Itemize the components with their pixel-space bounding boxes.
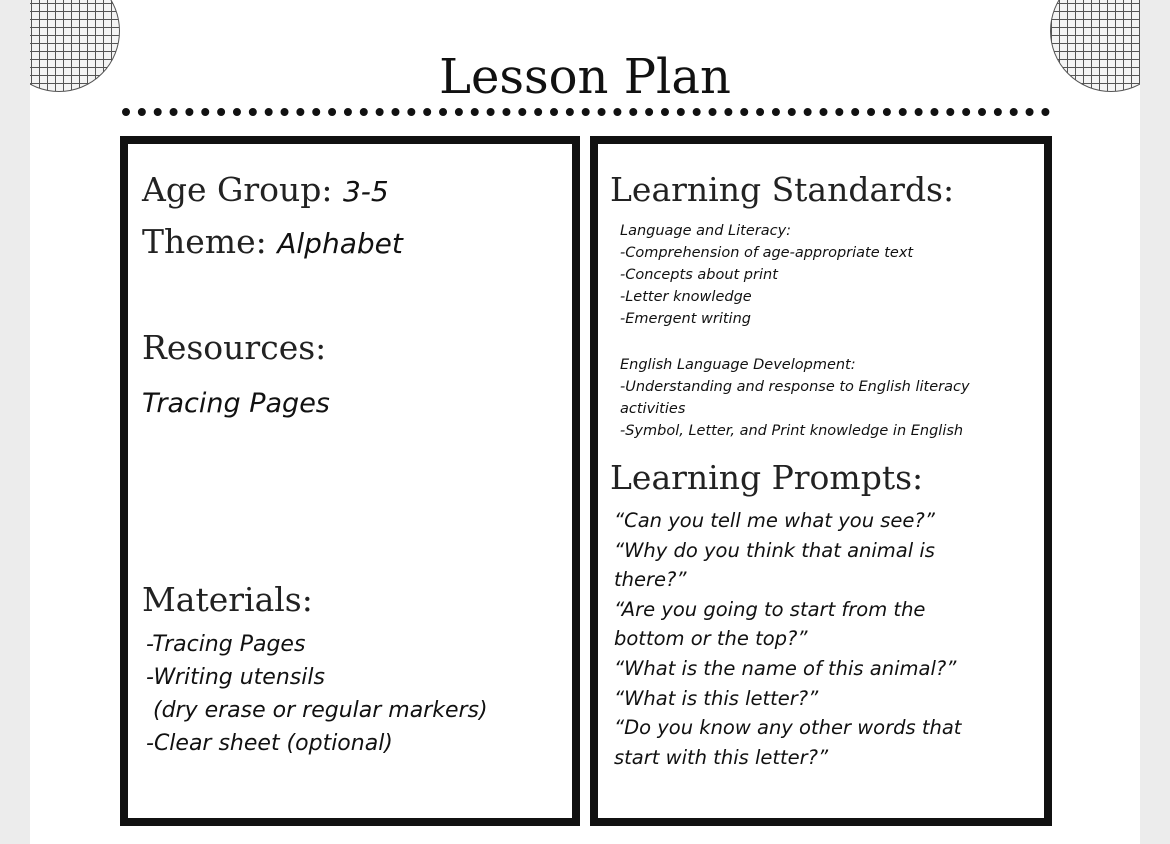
list-item: “Do you know any other words that: [614, 716, 962, 740]
list-item: start with this letter?”: [614, 745, 829, 769]
resources-heading: Resources:: [142, 328, 327, 367]
list-item: activities: [620, 401, 686, 417]
resources-value: Tracing Pages: [142, 388, 330, 419]
dotted-divider: [122, 108, 1050, 116]
list-item: -Letter knowledge: [620, 289, 752, 305]
list-item: -Concepts about print: [620, 267, 778, 283]
list-item: -Writing utensils: [146, 665, 325, 690]
list-item: -Symbol, Letter, and Print knowledge in English: [620, 423, 964, 439]
learning-prompts-heading: Learning Prompts:: [610, 458, 924, 497]
age-group-row: [142, 170, 389, 212]
list-item: English Language Development:: [620, 357, 856, 373]
list-item: (dry erase or regular markers): [146, 698, 488, 723]
materials-list: [146, 628, 488, 760]
list-item: “Can you tell me what you see?”: [614, 509, 935, 532]
learning-standards-heading: Learning Standards:: [610, 170, 955, 209]
theme-value: Alphabet: [277, 227, 403, 260]
list-item: -Understanding and response to English literacy: [620, 379, 970, 395]
prompts-list: [614, 506, 961, 772]
lesson-plan-page: [30, 0, 1140, 844]
list-item: bottom or the top?”: [614, 627, 808, 651]
age-group-label: Age Group:: [142, 170, 333, 209]
list-item: Language and Literacy:: [620, 223, 792, 239]
materials-heading: Materials:: [142, 580, 313, 619]
age-group-value: 3-5: [342, 175, 389, 208]
standards-group-literacy: [620, 220, 913, 330]
list-item: “Why do you think that animal is: [614, 538, 935, 562]
list-item: “Are you going to start from the: [614, 597, 926, 621]
theme-row: [142, 222, 403, 264]
list-item: -Tracing Pages: [146, 632, 306, 657]
list-item: -Emergent writing: [620, 311, 751, 327]
standards-group-eld: [620, 354, 970, 442]
list-item: “What is this letter?”: [614, 686, 819, 710]
theme-label: Theme:: [142, 222, 267, 261]
list-item: there?”: [614, 568, 687, 592]
list-item: -Clear sheet (optional): [146, 731, 393, 756]
list-item: “What is the name of this animal?”: [614, 656, 957, 680]
page-title: Lesson Plan: [439, 49, 731, 105]
list-item: -Comprehension of age-appropriate text: [620, 245, 914, 261]
